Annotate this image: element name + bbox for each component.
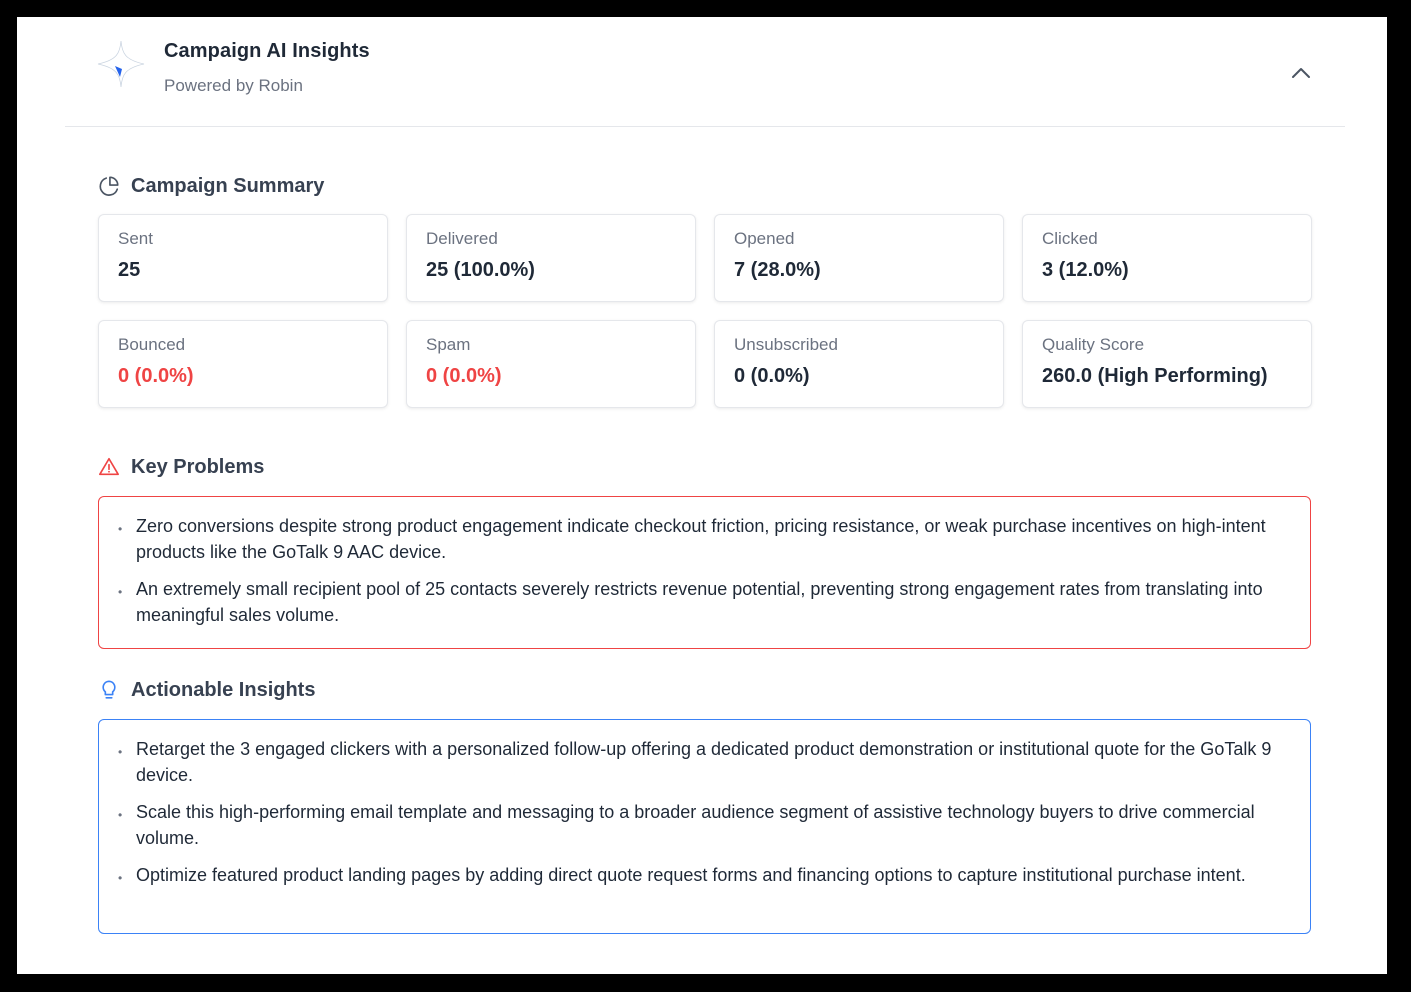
list-item — [118, 513, 1286, 565]
panel-subtitle: Powered by Robin — [164, 76, 303, 95]
bullet: • — [118, 808, 123, 822]
metric-value: 260.0 (High Performing) — [1042, 365, 1268, 387]
insights-panel — [17, 17, 1387, 974]
metric-label: Spam — [426, 335, 471, 354]
insights-box — [98, 719, 1311, 934]
metric-value: 3 (12.0%) — [1042, 259, 1129, 281]
metric-value: 25 — [118, 259, 141, 281]
metric-card-clicked — [1022, 214, 1312, 302]
metric-label: Unsubscribed — [734, 335, 838, 354]
list-item — [118, 576, 1286, 628]
bullet: • — [118, 871, 123, 885]
metric-card-unsubscribed — [714, 320, 1004, 408]
list-item-text: An extremely small recipient pool of 25 contacts severely restricts revenue potential, preventing strong engagement rates from translating into meaningful sales volume. — [136, 579, 1263, 625]
list-item-text: Optimize featured product landing pages by adding direct quote request forms and financing options to capture institutional purchase intent. — [136, 865, 1246, 885]
problems-box — [98, 496, 1311, 649]
side-tab — [1385, 58, 1411, 162]
problems-heading-label: Key Problems — [131, 455, 265, 478]
metric-value: 7 (28.0%) — [734, 259, 821, 281]
metric-card-quality-score — [1022, 320, 1312, 408]
list-item-text: Scale this high-performing email template and messaging to a broader audience segment of assistive technology buyers to drive commercial volume. — [136, 802, 1255, 848]
metric-card-spam — [406, 320, 696, 408]
panel-title: Campaign AI Insights — [164, 40, 370, 62]
metric-value: 0 (0.0%) — [734, 365, 810, 387]
metric-value: 0 (0.0%) — [426, 365, 502, 387]
list-item-text: Zero conversions despite strong product engagement indicate checkout friction, pricing resistance, or weak purchase incentives on high-intent products like the GoTalk 9 AAC device. — [136, 516, 1266, 562]
summary-heading — [97, 173, 324, 199]
bullet: • — [118, 585, 123, 599]
list-item — [118, 799, 1286, 851]
insights-heading — [97, 677, 315, 703]
metric-label: Bounced — [118, 335, 186, 354]
insights-heading-label: Actionable Insights — [131, 678, 316, 701]
pie-chart-icon — [97, 174, 121, 198]
sparkle-icon — [96, 39, 146, 89]
bullet: • — [118, 745, 123, 759]
list-item-text: Retarget the 3 engaged clickers with a personalized follow-up offering a dedicated product demonstration or institutional quote for the GoTalk 9 device. — [136, 739, 1272, 785]
metric-card-opened — [714, 214, 1004, 302]
metrics-grid — [98, 214, 1311, 408]
metric-value: 25 (100.0%) — [426, 259, 535, 281]
metric-label: Delivered — [426, 229, 498, 248]
metric-label: Quality Score — [1042, 335, 1145, 354]
metric-label: Opened — [734, 229, 795, 248]
metric-label: Sent — [118, 229, 153, 248]
summary-heading-label: Campaign Summary — [131, 174, 325, 197]
panel-header[interactable] — [65, 17, 1345, 127]
metric-value: 0 (0.0%) — [118, 365, 194, 387]
metric-label: Clicked — [1042, 229, 1098, 248]
warning-triangle-icon — [97, 455, 121, 479]
lightbulb-icon — [97, 678, 121, 702]
chevron-up-icon[interactable] — [1289, 61, 1313, 85]
bullet: • — [118, 522, 123, 536]
metric-card-sent — [98, 214, 388, 302]
metric-card-bounced — [98, 320, 388, 408]
problems-heading — [97, 454, 264, 480]
list-item — [118, 736, 1286, 788]
list-item — [118, 862, 1286, 888]
metric-card-delivered — [406, 214, 696, 302]
